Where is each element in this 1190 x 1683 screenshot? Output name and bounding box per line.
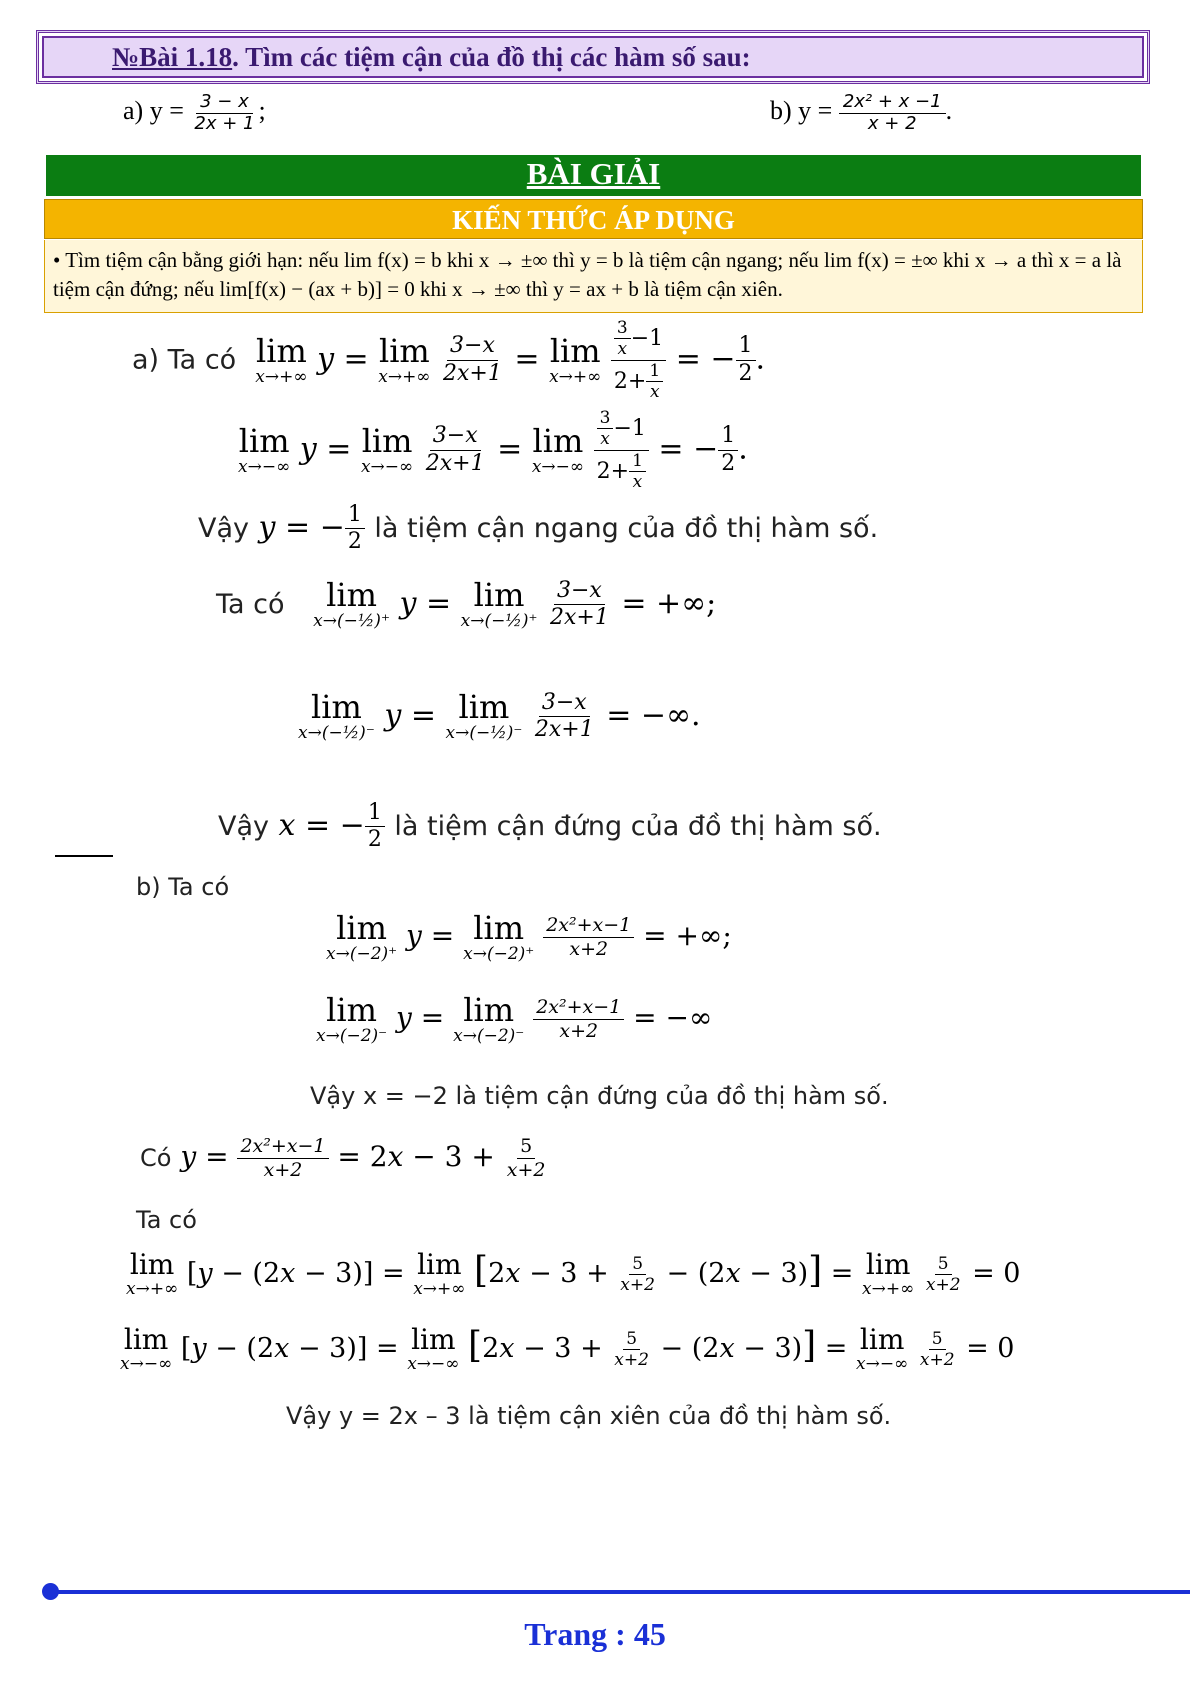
part-b-limit-left: lim x→(−2)⁻ y = lim x→(−2)⁻ $\frac{\text{2x²+x−1}}{x+2}$ = −∞	[316, 991, 713, 1046]
function-a-fraction	[190, 92, 258, 134]
part-b-decomposition: Có y = $\frac{\text{2x²+x−1}}{x+2}$ = 2x − 3 + $\frac{5}{x+2}$	[140, 1135, 546, 1181]
lim-operator: lim x→−∞	[360, 421, 414, 477]
part-a-ta-co: Ta có	[216, 588, 285, 620]
lim-operator: lim x→(−½)⁻	[445, 688, 523, 744]
part-a-limit-left: lim x→(−½)⁻ y = lim x→(−½)⁻ $\frac{3-x}{2x+1}$ = −∞.	[298, 688, 701, 744]
problem-text: . Tìm các tiệm cận của đồ thị các hàm số sau:	[232, 42, 751, 72]
lim-operator: lim x→+∞	[862, 1248, 915, 1299]
function-b-suffix: .	[945, 96, 953, 126]
lim-operator: lim x→+∞	[413, 1248, 466, 1299]
problem-title	[112, 42, 751, 73]
section-divider	[55, 855, 113, 857]
page-number: Trang : 45	[524, 1616, 666, 1652]
part-b-limit-right: lim x→(−2)⁺ y = lim x→(−2)⁺ $\frac{\text{2x²+x−1}}{x+2}$ = +∞;	[326, 909, 732, 964]
function-b-fraction	[839, 92, 946, 134]
part-b-vertical-conclusion: Vậy x = −2 là tiệm cận đứng của đồ thị hàm số.	[310, 1082, 889, 1110]
lim-operator: lim x→−∞	[856, 1323, 909, 1374]
lim-operator: lim x→+∞	[126, 1248, 179, 1299]
function-a-prefix: a) y =	[123, 96, 184, 126]
part-a-limit-plus-inf: a) Ta có lim x→+∞ y = lim x→+∞ $\frac{3-x}{2x+1}$ = lim x→+∞ $\frac{3}{x}$ −1 2+ $\frac{1}{x}$ = − $\frac{1}{2}$ .	[132, 318, 766, 403]
part-b-oblique-limit-minus: lim x→−∞ [y − (2x − 3)] = lim x→−∞ [2x − 3 + $\frac{5}{x+2}$ − (2x − 3)] = lim x→−∞ $\frac{5}{x+2}$ = 0	[120, 1323, 1015, 1374]
lim-operator: lim x→(−2)⁻	[316, 991, 388, 1046]
footer-dot	[42, 1583, 59, 1600]
function-b-prefix: b) y =	[770, 96, 833, 126]
problem-label: №Bài 1.18	[112, 42, 233, 72]
lim-operator: lim x→+∞	[378, 331, 431, 387]
function-b	[770, 92, 952, 134]
lim-operator: lim x→−∞	[238, 421, 291, 477]
lim-operator: lim x→(−½)⁺	[313, 576, 390, 632]
function-a	[123, 92, 266, 134]
lim-operator: lim x→−∞	[120, 1323, 173, 1374]
lim-operator: lim x→(−2)⁻	[453, 991, 525, 1046]
part-b-oblique-limit-plus: lim x→+∞ [y − (2x − 3)] = lim x→+∞ [2x − 3 + $\frac{5}{x+2}$ − (2x − 3)] = lim x→+∞ $\frac{5}{x+2}$ = 0	[126, 1248, 1021, 1299]
part-a-limit-minus-inf: lim x→−∞ y = lim x→−∞ $\frac{3-x}{2x+1}$ = lim x→−∞ $\frac{3}{x}$ −1 2+ $\frac{1}{x}$ = − $\frac{1}{2}$ .	[238, 408, 748, 493]
footer-line	[50, 1590, 1190, 1594]
function-a-numerator: 3 − x	[196, 92, 253, 114]
lim-operator: lim x→(−2)⁺	[326, 909, 398, 964]
lim-operator: lim x→(−2)⁺	[463, 909, 535, 964]
lim-operator: lim x→−∞	[407, 1323, 460, 1374]
lim-operator: lim x→(−½)⁻	[298, 688, 375, 744]
function-b-numerator: 2x² + x −1	[839, 92, 946, 114]
function-a-suffix: ;	[258, 96, 266, 126]
part-b-oblique-conclusion: Vậy y = 2x – 3 là tiệm cận xiên của đồ thị hàm số.	[286, 1402, 892, 1430]
part-a-limit-right: Ta có lim x→(−½)⁺ y = lim x→(−½)⁺ $\frac{3-x}{2x+1}$ = +∞;	[216, 576, 717, 632]
knowledge-text: • Tìm tiệm cận bằng giới hạn: nếu lim f(x) = b khi x → ±∞ thì y = b là tiệm cận ngang; nếu lim f(x) = ±∞ khi x → a thì x = a là tiệm cận đứng; nếu lim[f(x) − (ax + b)] = 0 khi x → ±∞ thì y = ax + b là tiệm cận xiên.	[44, 240, 1143, 313]
part-a-intro: a) Ta có	[132, 344, 237, 376]
lim-operator: lim x→+∞	[255, 331, 308, 387]
function-a-denominator: 2x + 1	[194, 112, 255, 134]
part-a-horizontal-conclusion: Vậy y = − $\frac{1}{2}$ là tiệm cận ngang của đồ thị hàm số.	[198, 502, 879, 555]
part-b-ta-co: Ta có	[136, 1206, 197, 1234]
part-a-vertical-conclusion: Vậy x = − $\frac{1}{2}$ là tiệm cận đứng của đồ thị hàm số.	[218, 800, 882, 853]
lim-operator: lim x→−∞	[531, 421, 585, 477]
knowledge-title: KIẾN THỨC ÁP DỤNG	[452, 205, 735, 235]
solution-title: BÀI GIẢI	[526, 156, 661, 191]
lim-operator: lim x→(−½)⁺	[460, 576, 538, 632]
lim-operator: lim x→+∞	[549, 331, 602, 387]
part-b-intro: b) Ta có	[136, 873, 230, 901]
function-b-denominator: x + 2	[867, 112, 917, 134]
